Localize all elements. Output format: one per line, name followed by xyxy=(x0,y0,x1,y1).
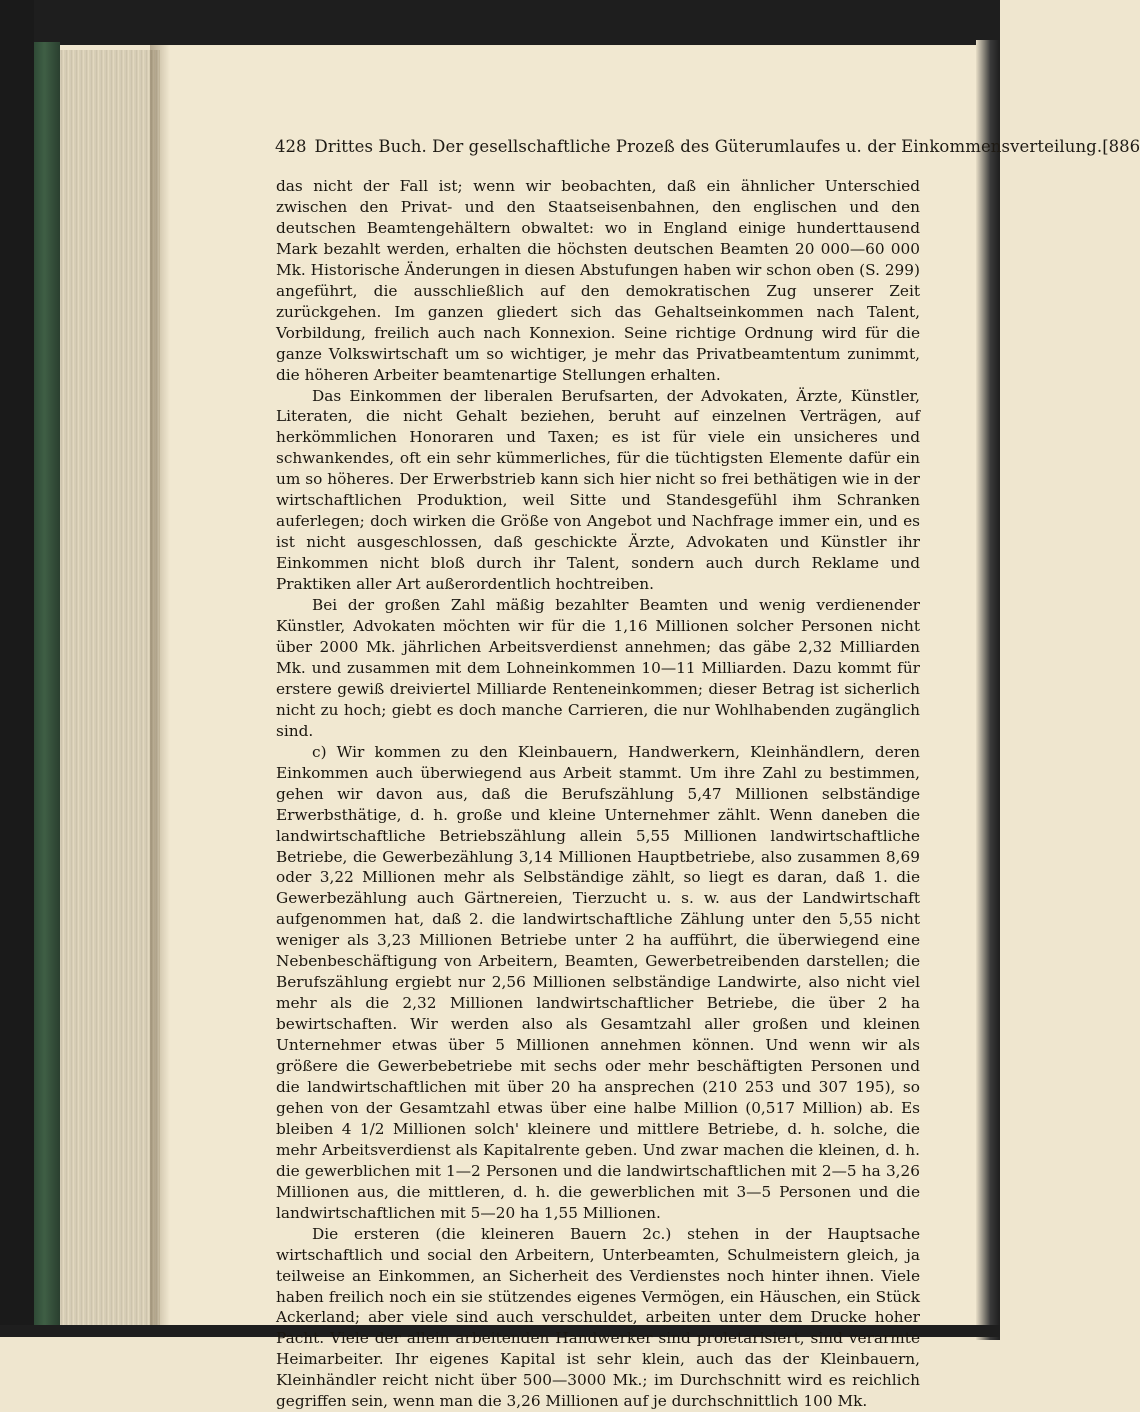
body-text xyxy=(276,176,920,1412)
gutter-shadow xyxy=(150,45,170,1335)
paragraph: Die ersteren (die kleineren Bauern 2c.) stehen in der Hauptsache wirtschaftlich und social den Arbeitern, Unterbeamten, Schulmeistern gleich, ja teilweise an Einkommen, an Sicherheit des Verdienstes noch hinter ihnen. Viele haben freilich noch ein sie stützendes eigenes Vermögen, ein Häuschen, ein Stück Ackerland; aber viele sind auch verschuldet, arbeiten unter dem Drucke hoher Pacht. Viele der allein arbeitenden Handwerker sind proletarisiert, sind verarmte Heimarbeiter. Ihr eigenes Kapital ist sehr klein, auch das der Kleinbauern, Kleinhändler reicht nicht über 500—3000 Mk.; im Durchschnitt wird es reichlich gegriffen sein, wenn man die 3,26 Millionen auf je durchschnittlich 100 Mk. xyxy=(276,1224,920,1411)
section-reference: [886 xyxy=(1102,137,1140,156)
paragraph: Das Einkommen der liberalen Berufsarten, der Advokaten, Ärzte, Künstler, Literaten, die nicht Gehalt beziehen, beruht auf einzelnen Verträgen, auf herkömmlichen Honoraren und Taxen; es ist für viele ein unsicheres und schwankendes, oft ein sehr kümmerliches, für die tüchtigsten Elemente dafür ein um so höheres. Der Erwerbstrieb kann sich hier nicht so frei bethätigen wie in der wirtschaftlichen Produktion, weil Sitte und Standesgefühl ihm Schranken auferlegen; doch wirken die Größe von Angebot und Nachfrage immer ein, und es ist nicht ausgeschlossen, daß geschickte Ärzte, Advokaten und Künstler ihr Einkommen nicht bloß durch ihr Talent, sondern auch durch Reklame und Praktiken aller Art außerordentlich hochtreiben. xyxy=(276,386,920,594)
scan-background-right xyxy=(976,40,1000,1340)
scan-background-top xyxy=(0,0,1000,45)
page-number: 428 xyxy=(275,137,307,156)
running-title: Drittes Buch. Der gesellschaftliche Prozeß des Güterumlaufes u. der Einkommensverteilung. xyxy=(314,137,1103,156)
running-header xyxy=(275,137,1140,156)
page-stack-edge xyxy=(60,50,160,1335)
paragraph: c) Wir kommen zu den Kleinbauern, Handwerkern, Kleinhändlern, deren Einkommen auch überwiegend aus Arbeit stammt. Um ihre Zahl zu bestimmen, gehen wir davon aus, daß die Berufszählung 5,47 Millionen selbständige Erwerbsthätige, d. h. große und kleine Unternehmer zählt. Wenn daneben die landwirtschaftliche Betriebszählung allein 5,55 Millionen landwirtschaftliche Betriebe, die Gewerbezählung 3,14 Millionen Hauptbetriebe, also zusammen 8,69 oder 3,22 Millionen mehr als Selbständige zählt, so liegt es daran, daß 1. die Gewerbezählung auch Gärtnereien, Tierzucht u. s. w. aus der Landwirtschaft aufgenommen hat, daß 2. die landwirtschaftliche Zählung unter den 5,55 nicht weniger als 3,23 Millionen Betriebe unter 2 ha aufführt, die überwiegend eine Nebenbeschäftigung von Arbeitern, Beamten, Gewerbetreibenden darstellen; die Berufszählung ergiebt nur 2,56 Millionen selbständige Landwirte, also nicht viel mehr als die 2,32 Millionen landwirtschaftlicher Betriebe, die über 2 ha bewirtschaften. Wir werden also als Gesamtzahl aller großen und kleinen Unternehmer etwas über 5 Millionen annehmen können. Und wenn wir als größere die Gewerbebetriebe mit sechs oder mehr beschäftigten Personen und die landwirtschaftlichen mit über 20 ha ansprechen (210 253 und 307 195), so gehen von der Gesamtzahl etwas über eine halbe Million (0,517 Million) ab. Es bleiben 4 1/2 Millionen solch' kleinere und mittlere Betriebe, d. h. solche, die mehr Arbeitsverdienst als Kapitalrente geben. Und zwar machen die kleinen, d. h. die gewerblichen mit 1—2 Personen und die landwirtschaftlichen mit 2—5 ha 3,26 Millionen aus, die mittleren, d. h. die gewerblichen mit 3—5 Personen und die landwirtschaftlichen mit 5—20 ha 1,55 Millionen. xyxy=(276,742,920,1222)
scan-background-left xyxy=(0,0,34,1337)
paragraph: Bei der großen Zahl mäßig bezahlter Beamten und wenig verdienender Künstler, Advokaten möchten wir für die 1,16 Millionen solcher Personen nicht über 2000 Mk. jährlichen Arbeitsverdienst annehmen; das gäbe 2,32 Milliarden Mk. und zusammen mit dem Lohneinkommen 10—11 Milliarden. Dazu kommt für erstere gewiß dreiviertel Milliarde Renteneinkommen; dieser Betrag ist sicherlich nicht zu hoch; giebt es doch manche Carrieren, die nur Wohlhabenden zugänglich sind. xyxy=(276,596,920,740)
book-cover-edge xyxy=(34,42,60,1332)
paragraph: das nicht der Fall ist; wenn wir beobachten, daß ein ähnlicher Unterschied zwischen den Privat- und den Staatseisenbahnen, den englischen und den deutschen Beamtengehältern obwaltet: wo in England einige hunderttausend Mark bezahlt werden, erhalten die höchsten deutschen Beamten 20 000—60 000 Mk. Historische Änderungen in diesen Abstufungen haben wir schon oben (S. 299) angeführt, die ausschließlich auf den demokratischen Zug unserer Zeit zurückgehen. Im ganzen gliedert sich das Gehaltseinkommen nach Talent, Vorbildung, freilich auch nach Konnexion. Seine richtige Ordnung wird für die ganze Volkswirtschaft um so wichtiger, je mehr das Privatbeamtentum zunimmt, die höheren Arbeiter beamtenartige Stellungen erhalten. xyxy=(276,177,920,384)
